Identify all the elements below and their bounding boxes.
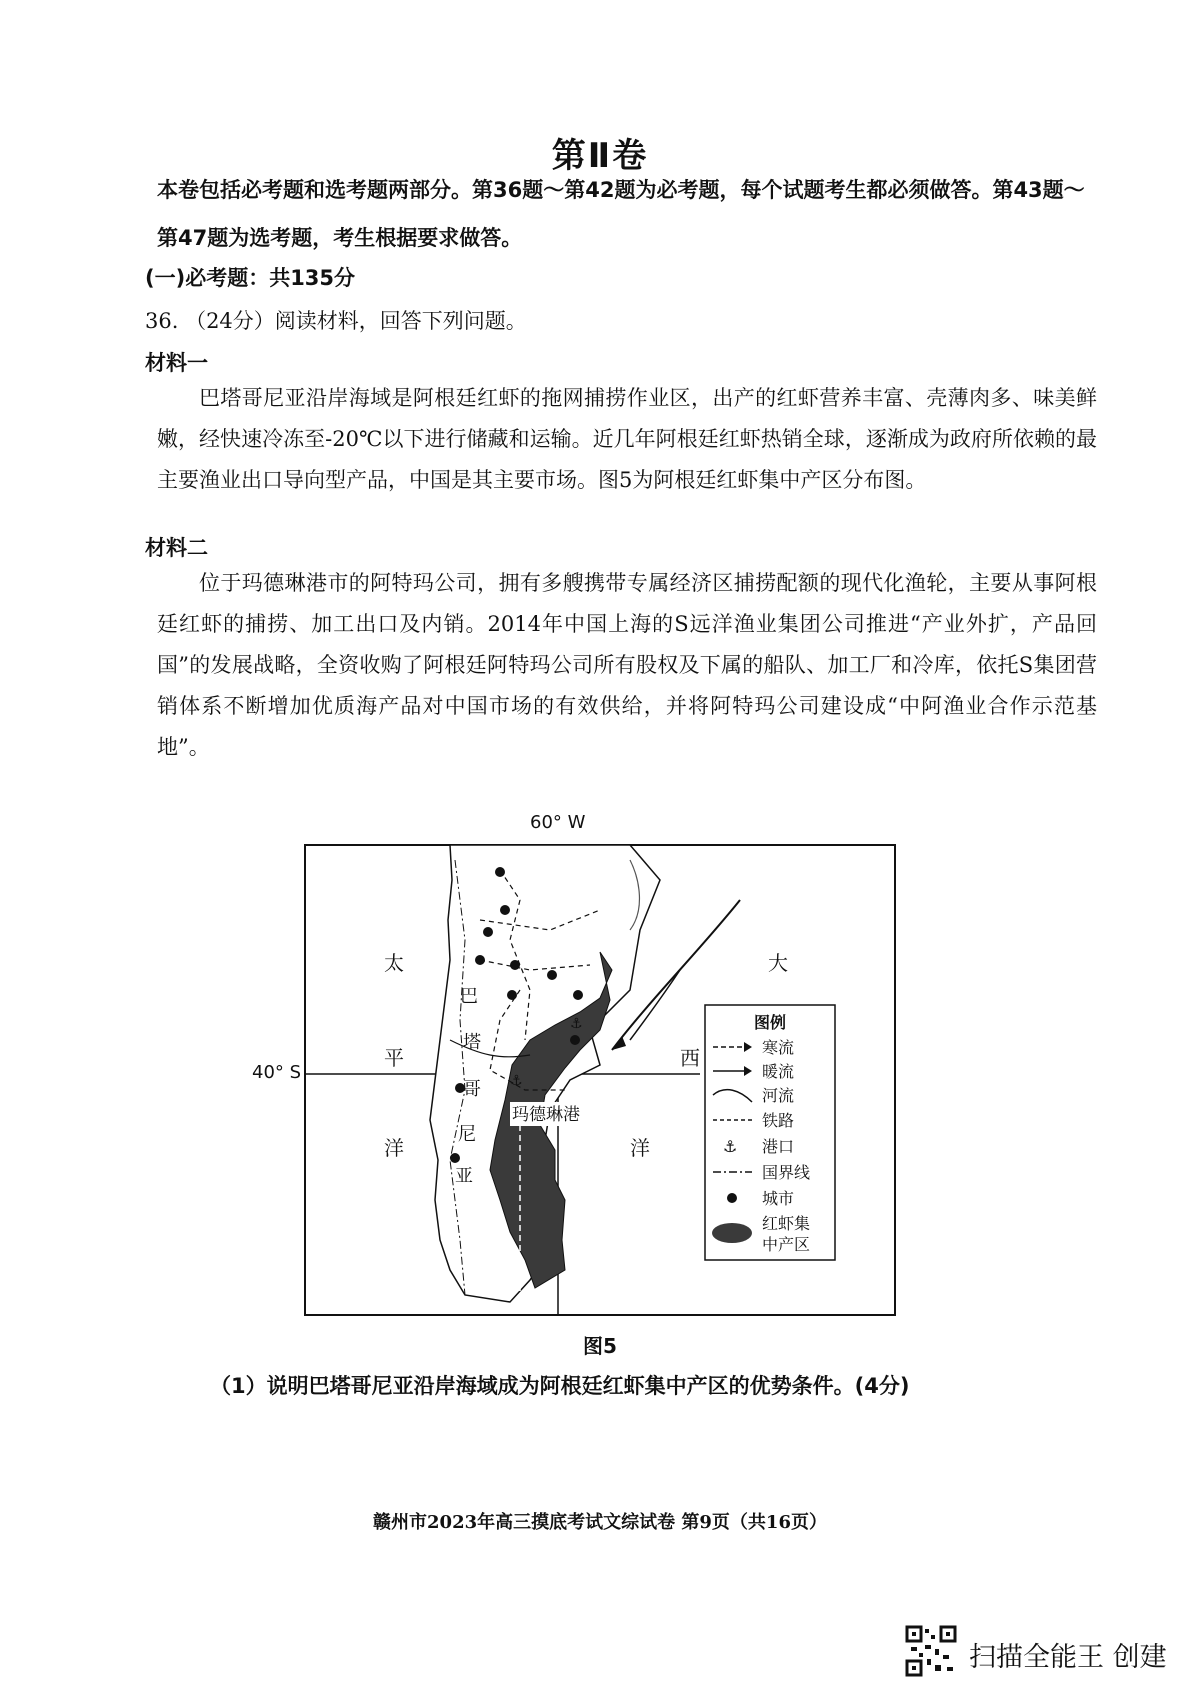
legend-port: 港口 <box>762 1137 795 1156</box>
legend-shrimp-2: 中产区 <box>762 1235 811 1254</box>
section-title: 第Ⅱ卷 <box>551 136 649 176</box>
pacific-2: 平 <box>384 1046 404 1070</box>
patagonia-4: 尼 <box>458 1124 476 1145</box>
material1-heading: 材料一 <box>145 351 208 375</box>
atlantic-1: 大 <box>768 951 788 975</box>
page-footer: 赣州市2023年高三摸底考试文综试卷 第9页（共16页） <box>373 1512 827 1533</box>
figure-label: 图5 <box>583 1334 617 1358</box>
legend-warm-current: 暖流 <box>762 1062 795 1081</box>
lon-label-top: 60° W <box>530 812 586 833</box>
port-name-label: 玛德琳港 <box>512 1105 580 1125</box>
atlantic-2: 西 <box>680 1046 700 1070</box>
legend-railway: 铁路 <box>762 1111 795 1130</box>
qr-code-icon <box>905 1625 957 1677</box>
material1-text: 巴塔哥尼亚沿岸海域是阿根廷红虾的拖网捕捞作业区，出产的红虾营养丰富、壳薄肉多、味美鲜嫩，经快速冷冻至-20℃以下进行储藏和运输。近几年阿根廷红虾热销全球，逐渐成为政府所依赖的最主要渔业出口导向型产品，中国是其主要市场。图5为阿根廷红虾集中产区分布图。 <box>157 386 1097 492</box>
material2-heading: 材料二 <box>145 536 208 560</box>
map-legend <box>705 1005 835 1260</box>
patagonia-2: 塔 <box>463 1032 481 1053</box>
patagonia-1: 巴 <box>460 986 478 1007</box>
legend-cold-current: 寒流 <box>762 1038 795 1057</box>
pacific-1: 太 <box>384 951 404 975</box>
scanner-text: 扫描全能王 创建 <box>969 1642 1167 1673</box>
legend-border: 国界线 <box>762 1163 811 1182</box>
atlantic-3: 洋 <box>630 1136 650 1160</box>
question-36: 36. （24分）阅读材料，回答下列问题。 <box>145 309 527 333</box>
required-header: (一)必考题：共135分 <box>145 266 356 290</box>
intro-paragraph: 本卷包括必考题和选考题两部分。第36题～第42题为必考题，每个试题考生都必须做答。第43题～第47题为选考题，考生根据要求做答。 <box>157 178 1085 250</box>
figure-5-map <box>252 812 900 1320</box>
question-1: （1）说明巴塔哥尼亚沿岸海域成为阿根廷红虾集中产区的优势条件。(4分) <box>210 1374 910 1398</box>
scanner-watermark <box>905 1625 1185 1681</box>
pacific-3: 洋 <box>384 1136 404 1160</box>
lon-label <box>530 840 586 843</box>
lat-label: 40° S <box>252 1062 302 1083</box>
legend-river: 河流 <box>762 1086 795 1105</box>
svg-text:⚓: ⚓ <box>510 1073 523 1089</box>
legend-shrimp-1: 红虾集 <box>762 1214 811 1233</box>
svg-text:⚓: ⚓ <box>723 1137 738 1156</box>
patagonia-3: 哥 <box>463 1079 481 1100</box>
svg-text:⚓: ⚓ <box>570 1016 583 1032</box>
material2-text: 位于玛德琳港市的阿特玛公司，拥有多艘携带专属经济区捕捞配额的现代化渔轮，主要从事阿根廷红虾的捕捞、加工出口及内销。2014年中国上海的S远洋渔业集团公司推进“产业外扩，产品回国”的发展战略，全资收购了阿根廷阿特玛公司所有股权及下属的船队、加工厂和冷库，依托S集团营销体系不断增加优质海产品对中国市场的有效供给，并将阿特玛公司建设成“中阿渔业合作示范基地”。 <box>157 571 1097 759</box>
legend-title: 图例 <box>753 1013 787 1032</box>
legend-city: 城市 <box>762 1189 795 1208</box>
patagonia-5: 亚 <box>455 1166 473 1187</box>
